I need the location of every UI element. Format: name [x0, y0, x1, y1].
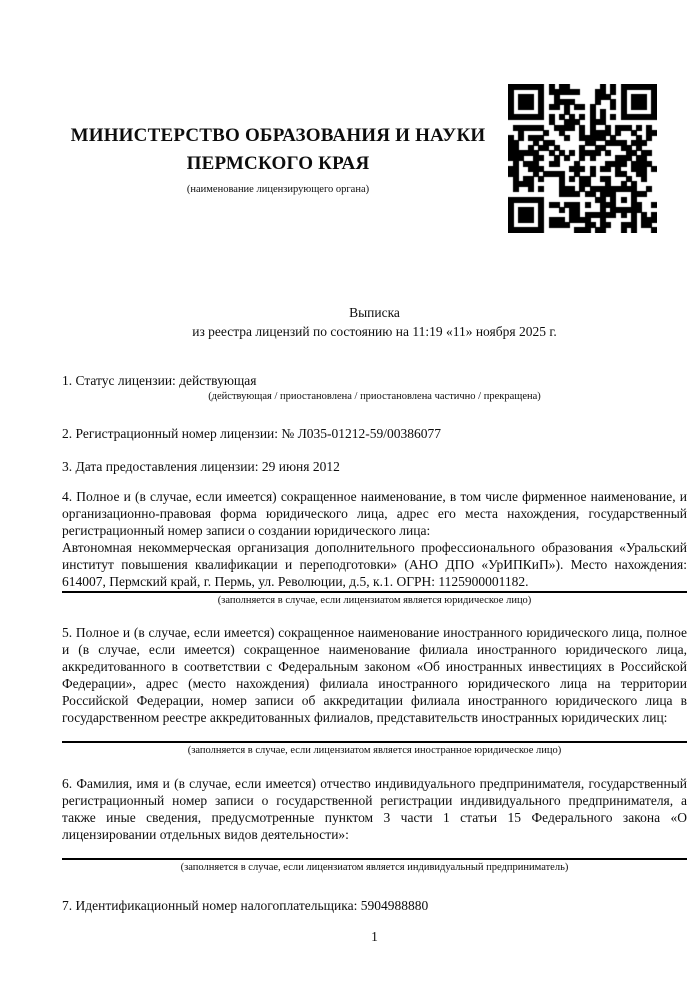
grant-date-text: 3. Дата предоставления лицензии: 29 июня 2012: [62, 459, 340, 474]
item-foreign-entity: [62, 624, 687, 758]
ministry-name-line2: ПЕРМСКОГО КРАЯ: [186, 153, 370, 174]
document-title-line1: Выписка: [349, 305, 400, 320]
foreign-entity-note: (заполняется в случае, если лицензиатом является иностранное юридическое лицо): [187, 745, 562, 756]
legal-entity-label: 4. Полное и (в случае, если имеется) сокращенное наименование, в том числе фирменное наименование, и организационно-правовая форма юридического лица, адрес его места нахождения, государственный регистрационный номер записи о создании юридического лица:: [62, 489, 687, 538]
individual-entrepreneur-label: 6. Фамилия, имя и (в случае, если имеется) отчество индивидуального предпринимателя, государственный регистрационный номер записи о государственной регистрации индивидуального предпринимателя, а также иные сведения, предусмотренные пунктом 3 части 1 статьи 15 Федерального закона «О лицензировании отдельных видов деятельности»:: [62, 776, 687, 842]
document-title: [62, 303, 687, 341]
individual-entrepreneur-note: (заполняется в случае, если лицензиатом является индивидуальный предприниматель): [180, 862, 569, 873]
foreign-entity-label: 5. Полное и (в случае, если имеется) сокращенное наименование иностранного юридического лица, полное и (в случае, если имеется) сокращенное наименование филиала иностранного юридического лица, аккредитованного в соответствии с Федеральным законом «Об иностранных инвестициях в Российской Федерации», адрес (место нахождения) филиала иностранного юридического лица на территории Российской Федерации, номер записи об аккредитации филиала иностранного юридического лица в государственном реестре аккредитованных филиалов, представительств иностранных юридических лиц:: [62, 625, 687, 725]
item-individual-entrepreneur: [62, 775, 687, 875]
item-legal-entity: [62, 488, 687, 608]
legal-entity-fill-line: [62, 591, 687, 593]
registration-number-text: 2. Регистрационный номер лицензии: № Л035-01212-59/00386077: [62, 426, 442, 441]
page-content: [62, 122, 687, 945]
legal-entity-value: Автономная некоммерческая организация дополнительного профессионального образования «Уральский институт повышения квалификации и переподготовки» (АНО ДПО «УрИПКиП»). Место нахождения: 614007, Пермский край, г. Пермь, ул. Революции, д.5, к.1. ОГРН: 1125900001182.: [62, 540, 687, 589]
qr-code-icon: [508, 84, 657, 233]
document-body: [62, 372, 687, 945]
individual-entrepreneur-fill-line: [62, 858, 687, 860]
item-taxpayer-number: [62, 897, 687, 914]
item-grant-date: [62, 458, 687, 475]
ministry-header: [62, 122, 494, 196]
license-status-text: 1. Статус лицензии: действующая: [62, 373, 257, 388]
foreign-entity-fill-line: [62, 741, 687, 743]
document-title-line2: из реестра лицензий по состоянию на 11:19 «11» ноября 2025 г.: [192, 324, 557, 339]
ministry-name-line1: МИНИСТЕРСТВО ОБРАЗОВАНИЯ И НАУКИ: [70, 125, 486, 146]
licensing-authority-note: (наименование лицензирующего органа): [186, 184, 370, 195]
license-status-options-note: (действующая / приостановлена / приостановлена частично / прекращена): [208, 391, 541, 402]
taxpayer-number-text: 7. Идентификационный номер налогоплательщика: 5904988880: [62, 898, 429, 913]
page-number: 1: [371, 929, 378, 944]
item-registration-number: [62, 425, 687, 442]
legal-entity-note: (заполняется в случае, если лицензиатом является юридическое лицо): [217, 595, 532, 606]
item-license-status: [62, 372, 687, 404]
